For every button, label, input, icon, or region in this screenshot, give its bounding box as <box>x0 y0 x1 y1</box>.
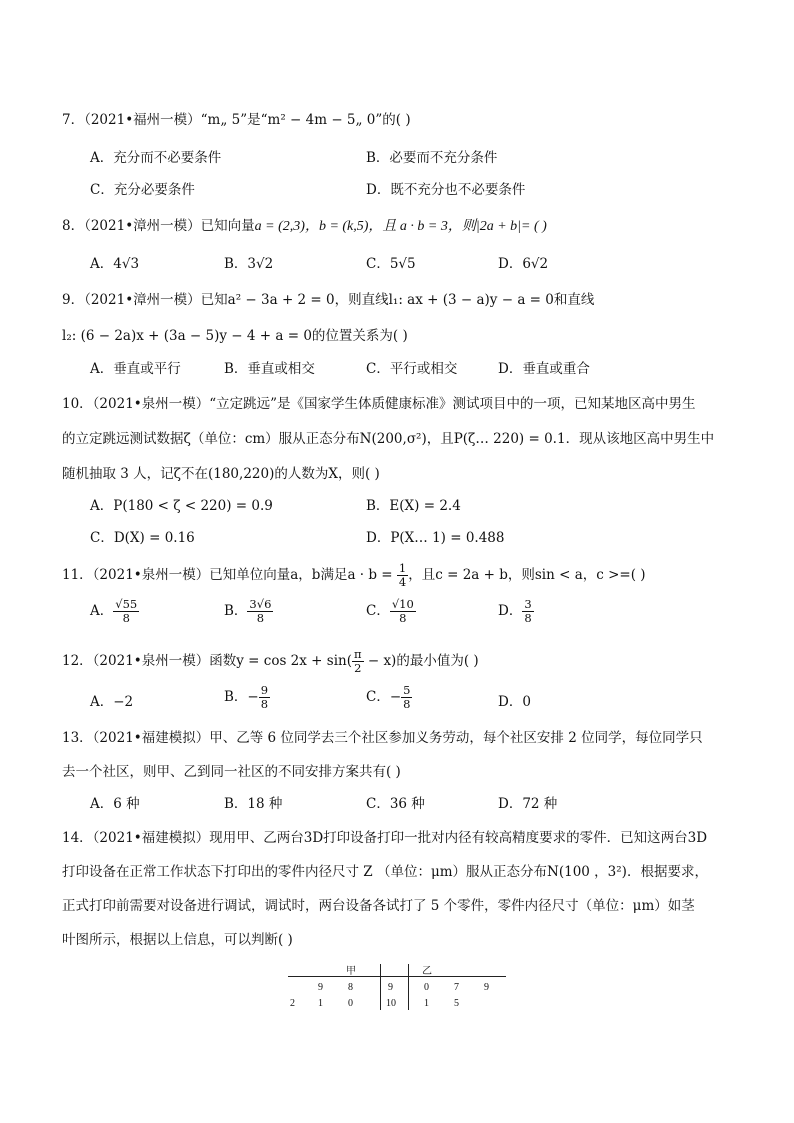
q12-stem-fraction <box>352 648 364 675</box>
q11-option-b <box>224 598 273 625</box>
q12-b-num: 9 <box>260 683 269 697</box>
stem-row1-right-leaf: 7 <box>454 982 459 993</box>
stem-left-header: 甲 <box>346 966 356 977</box>
q8-stem-math: a = (2,3)，b = (k,5)，且 a · b = 3，则|2a + b|= ( ) <box>254 219 547 234</box>
question-8-stem <box>62 214 547 235</box>
q13-option-d: D．72 种 <box>498 796 558 812</box>
q11-option-d <box>498 598 534 625</box>
stem-row1-right-leaf: 9 <box>484 982 489 993</box>
stem-and-leaf-plot <box>288 960 506 1012</box>
q11-b-num: 3√6 <box>249 597 272 611</box>
q11-stem-prefix: 11．（2021•泉州一模）已知单位向量a，b满足a · b = <box>62 567 393 583</box>
stem-row1-stem: 9 <box>388 982 393 993</box>
q12-option-d: D．0 <box>498 694 531 710</box>
q11-c-label: C． <box>366 603 390 619</box>
stem-right-divider <box>408 964 409 1010</box>
question-9-line2: l₂: (6 − 2a)x + (3a − 5)y − 4 + a = 0的位置关系为( ) <box>62 328 408 344</box>
stem-row2-stem: 10 <box>386 998 396 1009</box>
stem-row2-left-leaf: 1 <box>318 998 323 1009</box>
q8-option-c: C．5√5 <box>366 256 416 272</box>
q8-stem-prefix: 8．（2021•漳州一模）已知向量 <box>62 218 255 234</box>
q9-option-a: A．垂直或平行 <box>90 361 181 377</box>
q10-option-b: B．E(X) = 2.4 <box>366 498 461 514</box>
q11-b-den: 8 <box>256 611 265 625</box>
question-10-line2: 的立定跳远测试数据ζ（单位：cm）服从正态分布N(200,σ²)，且P(ζ… 220) = 0.1．现从该地区高中男生中 <box>62 431 715 447</box>
q12-stem-prefix: 12．（2021•泉州一模）函数y = cos 2x + sin( <box>62 653 352 669</box>
q9-option-b: B．垂直或相交 <box>224 361 315 377</box>
stem-left-divider <box>380 964 381 1010</box>
q12-c-num: 5 <box>403 683 411 697</box>
question-11-stem <box>62 562 646 589</box>
q7-option-d: D．既不充分也不必要条件 <box>366 182 526 198</box>
q13-option-b: B．18 种 <box>224 796 283 812</box>
q12-frac-num: π <box>353 647 362 661</box>
q13-option-c: C．36 种 <box>366 796 425 812</box>
q11-option-c <box>366 598 416 625</box>
q12-c-den: 8 <box>403 697 411 711</box>
q11-option-a <box>90 598 139 625</box>
q11-d-num: 3 <box>524 597 532 611</box>
q11-a-label: A． <box>90 603 114 619</box>
q11-stem-suffix: ，且c = 2a + b，则sin < a，c >=( ) <box>408 567 646 583</box>
q12-stem-suffix: − x)的最小值为( ) <box>363 653 479 669</box>
q12-option-a: A．−2 <box>90 694 134 710</box>
q8-option-a: A．4√3 <box>90 256 140 272</box>
question-12-stem <box>62 648 479 675</box>
q12-b-label: B．− <box>224 689 259 705</box>
q11-d-label: D． <box>498 603 523 619</box>
q7-option-c: C．充分必要条件 <box>90 182 195 198</box>
q9-option-c: C．平行或相交 <box>366 361 458 377</box>
q12-frac-den: 2 <box>354 661 362 675</box>
q7-option-a: A．充分而不必要条件 <box>90 150 222 166</box>
q8-option-b: B．3√2 <box>224 256 274 272</box>
question-14-line1: 14．（2021•福建模拟）现用甲、乙两台3D打印设备打印一批对内径有较高精度要求的零件．已知这两台3D <box>62 830 708 846</box>
stem-row2-left-leaf: 0 <box>348 998 353 1009</box>
question-9-line1: 9．（2021•漳州一模）已知a² − 3a + 2 = 0，则直线l₁: ax + (3 − a)y − a = 0和直线 <box>62 292 595 308</box>
question-13-line2: 去一个社区，则甲、乙到同一社区的不同安排方案共有( ) <box>62 764 401 780</box>
q7-option-b: B．必要而不充分条件 <box>366 150 498 166</box>
q11-frac-num: 1 <box>398 561 407 575</box>
q12-option-b <box>224 684 270 711</box>
question-10-line1: 10．（2021•泉州一模）“立定跳远”是《国家学生体质健康标准》测试项目中的一项，已知某地区高中男生 <box>62 396 696 412</box>
question-14-line4: 叶图所示，根据以上信息，可以判断( ) <box>62 932 293 948</box>
q11-frac-den: 4 <box>398 575 407 589</box>
question-7-stem: 7．（2021•福州一模）“m„ 5”是“m² − 4m − 5„ 0”的( ) <box>62 112 411 128</box>
q12-option-c <box>366 684 412 711</box>
q11-d-den: 8 <box>524 611 532 625</box>
q10-option-c: C．D(X) = 0.16 <box>90 530 195 546</box>
q13-option-a: A．6 种 <box>90 796 140 812</box>
q11-c-den: 8 <box>399 611 407 625</box>
q11-c-num: √10 <box>391 597 414 611</box>
stem-row2-right-leaf: 1 <box>424 998 429 1009</box>
q11-a-den: 8 <box>122 611 130 625</box>
q10-option-a: A．P(180 < ζ < 220) = 0.9 <box>90 498 273 514</box>
stem-row2-left-leaf: 2 <box>290 998 295 1009</box>
q11-b-label: B． <box>224 603 248 619</box>
stem-right-header: 乙 <box>422 966 432 977</box>
stem-header-rule <box>288 976 506 977</box>
stem-row2-right-leaf: 5 <box>454 998 459 1009</box>
q10-option-d: D．P(X… 1) = 0.488 <box>366 530 505 546</box>
question-10-line3: 随机抽取 3 人，记ζ不在(180,220)的人数为X，则( ) <box>62 466 380 482</box>
question-14-line3: 正式打印前需要对设备进行调试，调试时，两台设备各试打了 5 个零件，零件内径尺寸（单位：μm）如茎 <box>62 898 695 914</box>
q11-stem-fraction <box>397 562 408 589</box>
q12-c-label: C．− <box>366 689 402 705</box>
q9-option-d: D．垂直或重合 <box>498 361 590 377</box>
question-14-line2: 打印设备在正常工作状态下打印出的零件内径尺寸 Z （单位：μm）服从正态分布N(100 ，3²)．根据要求， <box>62 864 708 880</box>
stem-row1-left-leaf: 9 <box>318 982 323 993</box>
question-13-line1: 13．（2021•福建模拟）甲、乙等 6 位同学去三个社区参加义务劳动，每个社区安排 2 位同学，每位同学只 <box>62 730 703 746</box>
q12-b-den: 8 <box>260 697 269 711</box>
stem-row1-right-leaf: 0 <box>424 982 429 993</box>
stem-row1-left-leaf: 8 <box>348 982 353 993</box>
q8-option-d: D．6√2 <box>498 256 549 272</box>
q11-a-num: √55 <box>115 597 138 611</box>
